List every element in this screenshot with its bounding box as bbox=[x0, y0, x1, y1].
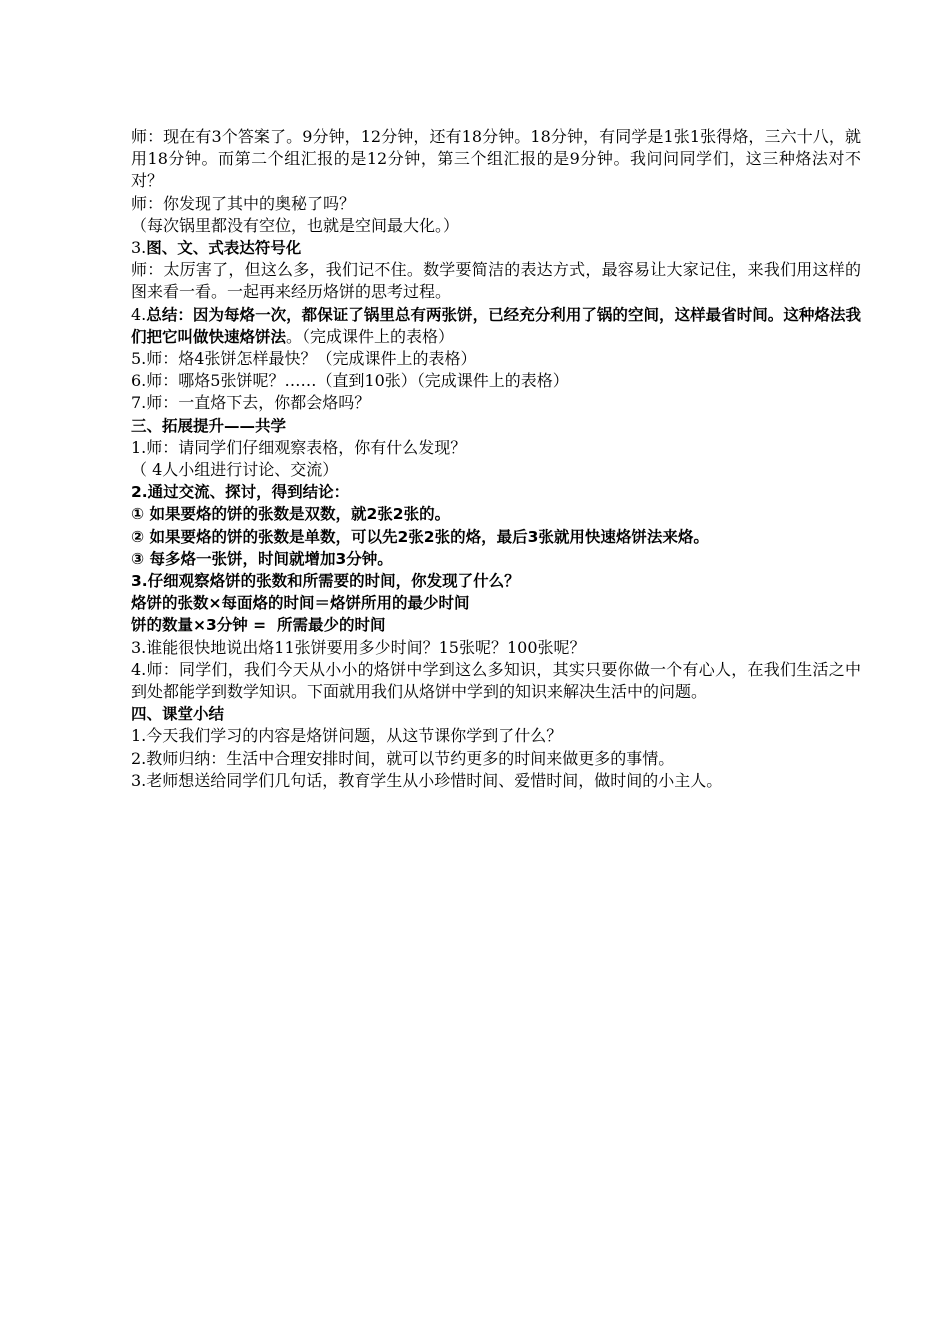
paragraph-summary-1: 1.今天我们学习的内容是烙饼问题，从这节课你学到了什么？ bbox=[131, 726, 563, 746]
paragraph-summary bbox=[131, 304, 861, 348]
paragraph-quick-answer: 3.谁能很快地说出烙11张饼要用多少时间？15张呢？100张呢？ bbox=[131, 637, 586, 657]
section-4-heading: 四、课堂小结 bbox=[131, 705, 225, 724]
paragraph-teacher-closing: 4.师：同学们，我们今天从小小的烙饼中学到这么多知识，其实只要你做一个有心人，在我们生活之中到处都能学到数学知识。下面就用我们从烙饼中学到的知识来解决生活中的问题。 bbox=[131, 659, 861, 702]
step-4-number: 4. bbox=[131, 304, 147, 324]
document-body bbox=[131, 126, 861, 792]
paragraph-summary-2: 2.教师归纳：生活中合理安排时间，就可以节约更多的时间来做更多的事情。 bbox=[131, 748, 675, 768]
step-3-heading bbox=[131, 237, 861, 259]
paragraph-teacher-secret: 师：你发现了其中的奥秘了吗？ bbox=[131, 193, 356, 213]
paragraph-teacher-diagram: 师：太厉害了，但这么多，我们记不住。数学要简洁的表达方式，最容易让大家记住，来我们用这样的图来看一看。一起再来经历烙饼的思考过程。 bbox=[131, 260, 861, 302]
paragraph-step-5: 5.师：烙4张饼怎样最快？（完成课件上的表格） bbox=[131, 349, 477, 369]
conclusion-heading: 2.通过交流、探讨，得到结论： bbox=[131, 483, 350, 502]
formula-1: 烙饼的张数×每面烙的时间＝烙饼所用的最少时间 bbox=[131, 594, 470, 613]
paragraph-space-note: （每次锅里都没有空位，也就是空间最大化。） bbox=[131, 215, 460, 235]
summary-tail: 。（完成课件上的表格） bbox=[286, 326, 455, 346]
paragraph-summary-3: 3.老师想送给同学们几句话，教育学生从小珍惜时间、爱惜时间，做时间的小主人。 bbox=[131, 770, 723, 790]
conclusion-item-2: ② 如果要烙的饼的张数是单数，可以先2张2张的烙，最后3张就用快速烙饼法来烙。 bbox=[131, 527, 709, 546]
paragraph-step-7: 7.师：一直烙下去，你都会烙吗？ bbox=[131, 393, 371, 413]
step-3-number: 3. bbox=[131, 238, 147, 258]
conclusion-item-1: ① 如果要烙的饼的张数是双数，就2张2张的。 bbox=[131, 505, 451, 524]
conclusion-item-3: ③ 每多烙一张饼，时间就增加3分钟。 bbox=[131, 549, 393, 568]
formula-2: 饼的数量×3分钟 = 所需最少的时间 bbox=[131, 616, 386, 635]
observe-question: 3.仔细观察烙饼的张数和所需要的时间，你发现了什么？ bbox=[131, 572, 520, 591]
section-3-heading: 三、拓展提升——共学 bbox=[131, 416, 287, 435]
paragraph-group-discussion: （ 4人小组进行讨论、交流） bbox=[131, 460, 339, 480]
summary-bold-text: 总结：因为每烙一次，都保证了锅里总有两张饼，已经充分利用了锅的空间，这样最省时间。这种烙法我们把它叫做快速烙饼法 bbox=[131, 305, 861, 346]
step-3-title: 图、文、式表达符号化 bbox=[146, 239, 302, 258]
paragraph-teacher-answers: 师：现在有3个答案了。9分钟，12分钟，还有18分钟。18分钟，有同学是1张1张得烙，三六十八，就用18分钟。而第二个组汇报的是12分钟，第三个组汇报的是9分钟。我问问同学们，这三种烙法对不对？ bbox=[131, 127, 861, 191]
paragraph-observe-table: 1.师：请同学们仔细观察表格，你有什么发现？ bbox=[131, 437, 467, 457]
paragraph-step-6: 6.师：哪烙5张饼呢？……（直到10张）（完成课件上的表格） bbox=[131, 371, 569, 391]
